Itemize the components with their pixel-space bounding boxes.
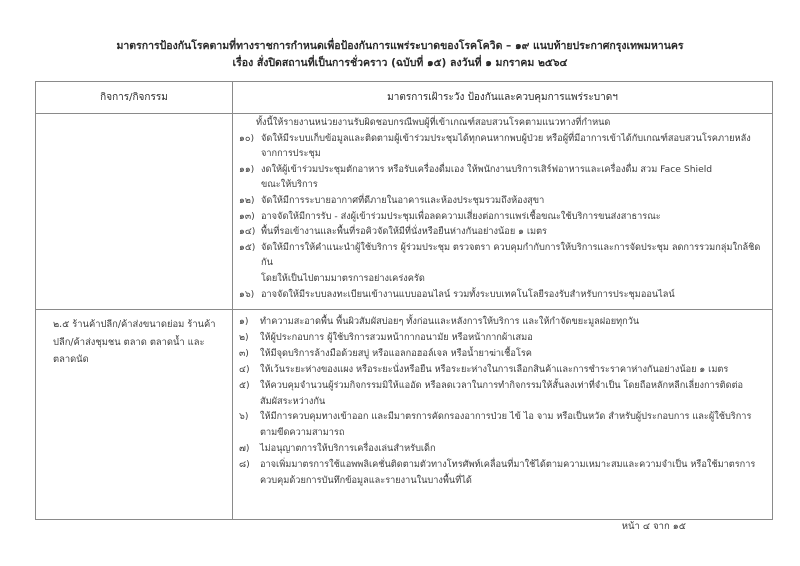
item-text: ให้เว้นระยะห่างของแผง หรือระยะนั่งหรือยืน หรือระยะห่างในการเลือกสินค้าและการชำระราคาห่างกันอย่างน้อย ๑ เมตร — [260, 363, 729, 375]
activity-cell — [36, 310, 233, 520]
item-number: ๑๐) — [239, 132, 255, 144]
item-text: ให้ผู้ประกอบการ ผู้ใช้บริการสวมหน้ากากอนามัย หรือหน้ากากผ้าเสมอ — [260, 331, 533, 343]
item-number: ๔) — [239, 363, 250, 375]
activity-cell-empty — [36, 114, 233, 310]
item-number: ๖) — [239, 411, 249, 423]
measures-table — [35, 81, 773, 520]
measure-item — [239, 131, 764, 162]
item-text: พื้นที่รอเข้างานและพื้นที่รอคิวจัดให้มีที่นั่งหรือยืนห่างกันอย่างน้อย ๑ เมตร — [261, 226, 547, 238]
measure-item — [239, 224, 764, 240]
item-number: ๑๒) — [239, 194, 255, 206]
item-text: อาจจัดให้มีการรับ - ส่งผู้เข้าร่วมประชุมเพื่อลดความเสี่ยงต่อการแพร่เชื้อขณะใช้บริการขนส่งสาธารณะ — [261, 210, 661, 222]
table-header-row — [36, 82, 773, 114]
activity-text-continued: ตลาดนัด — [53, 354, 89, 365]
item-text: ให้ควบคุมจำนวนผู้ร่วมกิจกรรมมิให้แออัด หรือลดเวลาในการทำกิจกรรมให้สั้นลงเท่าที่จำเป็น โดยถือหลักหลีกเลี่ยงการติดต่อ — [260, 379, 744, 391]
item-text-continued: โดยให้เป็นไปตามมาตรการอย่างเคร่งครัด — [261, 272, 425, 284]
item-number: ๑๔) — [239, 226, 256, 238]
item-number: ๑๕) — [239, 241, 256, 253]
measure-item — [239, 378, 764, 410]
item-text-continued: ตามขีดความสามารถ — [260, 427, 345, 439]
item-text: ให้มีจุดบริการล้างมือด้วยสบู่ หรือแอลกอฮอล์เจล หรือน้ำยาฆ่าเชื้อโรค — [260, 347, 532, 359]
item-number: ๑๑) — [239, 163, 255, 175]
measure-item — [239, 330, 764, 346]
measure-item — [239, 346, 764, 362]
item-number: ๕) — [239, 379, 250, 391]
item-number: ๘) — [239, 459, 250, 471]
document-title-line-1: มาตรการป้องกันโรคตามที่ทางราชการกำหนดเพื่อป้องกันการแพร่ระบาดของโรคโควิด – ๑๙ แนบท้ายประกาศกรุงเทพมหานคร — [116, 40, 684, 52]
item-number: ๒) — [239, 331, 249, 343]
page-number: หน้า ๔ จาก ๑๕ — [621, 521, 686, 532]
activity-text-continued: ปลีก/ค้าส่งชุมชน ตลาด ตลาดน้ำ และ — [53, 336, 205, 348]
measure-item — [239, 209, 764, 225]
item-text-continued: ควบคุมด้วยการบันทึกข้อมูลและรายงานในบางพื้นที่ได้ — [260, 475, 472, 487]
item-text: ให้มีการควบคุมทางเข้าออก และมีมาตรการคัดกรองอาการป่วย ไข้ ไอ จาม หรือเป็นหวัด สำหรับผู้ประกอบการ และผู้ใช้บริการ — [260, 411, 752, 423]
measure-item — [239, 362, 764, 378]
item-number: ๑๖) — [239, 288, 255, 300]
item-text: ไม่อนุญาตการให้บริการเครื่องเล่นสำหรับเด็ก — [260, 443, 436, 455]
item-number: ๗) — [239, 443, 250, 455]
measure-item — [239, 314, 764, 330]
item-text: จัดให้มีระบบเก็บข้อมูลและติดตามผู้เข้าร่วมประชุมได้ทุกคนหากพบผู้ป่วย หรือผู้ที่มีอาการเข้าได้กับเกณฑ์สอบสวนโรคภายหลัง — [261, 132, 751, 144]
measure-item — [239, 240, 764, 287]
item-text: จัดให้มีการระบายอากาศที่ดีภายในอาคารและห้องประชุมรวมถึงห้องสุขา — [261, 194, 545, 206]
activity-text: ๒.๕ ร้านค้าปลีก/ค้าส่งขนาดย่อม ร้านค้า — [53, 319, 216, 330]
item-text: อาจเพิ่มมาตรการใช้แอพพลิเคชั่นติดตามตัวทางโทรศัพท์เคลื่อนที่มาใช้ได้ตามความเหมาะสมและความจำเป็น หรือใช้มาตรการ — [260, 459, 756, 471]
item-text: งดให้ผู้เข้าร่วมประชุมตักอาหาร หรือรับเครื่องดื่มเอง ให้พนักงานบริการเสิร์ฟอาหารและเครื่องดื่ม สวม Face Shield — [261, 163, 713, 175]
item-number: ๑) — [239, 316, 249, 327]
item-number: ๓) — [239, 347, 249, 359]
continuation-text: ทั้งนี้ให้รายงานหน่วยงานรับผิดชอบกรณีพบผู้ที่เข้าเกณฑ์สอบสวนโรคตามแนวทางที่กำหนด — [256, 117, 611, 128]
column-header-measures: มาตรการเฝ้าระวัง ป้องกันและควบคุมการแพร่ระบาดฯ — [233, 82, 773, 114]
item-text-continued: สัมผัสระหว่างกัน — [260, 395, 326, 407]
document-title-line-2: เรื่อง สั่งปิดสถานที่เป็นการชั่วคราว (ฉบับที่ ๑๕) ลงวันที่ ๑ มกราคม ๒๕๖๔ — [232, 57, 568, 69]
measure-item — [239, 193, 764, 209]
item-text: อาจจัดให้มีระบบลงทะเบียนเข้างานแบบออนไลน์ รวมทั้งระบบเทคโนโลยีรองรับสำหรับการประชุมออนไลน์ — [261, 288, 675, 300]
measure-item — [239, 287, 764, 303]
item-number: ๑๓) — [239, 210, 255, 222]
table-row — [36, 310, 773, 520]
measure-item — [239, 457, 764, 489]
measures-cell — [233, 310, 773, 520]
measure-item — [239, 162, 764, 193]
document-title — [0, 38, 800, 72]
measure-item — [239, 409, 764, 441]
table-row — [36, 114, 773, 310]
measures-cell — [233, 114, 773, 310]
column-header-activity: กิจการ/กิจกรรม — [36, 82, 233, 114]
item-text: จัดให้มีการให้คำแนะนำผู้ใช้บริการ ผู้ร่วมประชุม ตรวจตรา ควบคุมกำกับการให้บริการและการจัดประชุม ลดการรวมกลุ่มใกล้ชิดกัน — [261, 241, 761, 269]
item-text-continued: จากการประชุม — [261, 148, 321, 160]
measure-item — [239, 441, 764, 457]
item-text: ทำความสะอาดพื้น พื้นผิวสัมผัสบ่อยๆ ทั้งก่อนและหลังการให้บริการ และให้กำจัดขยะมูลฝอยทุกวัน — [260, 316, 640, 327]
item-text-continued: ขณะให้บริการ — [261, 179, 318, 191]
